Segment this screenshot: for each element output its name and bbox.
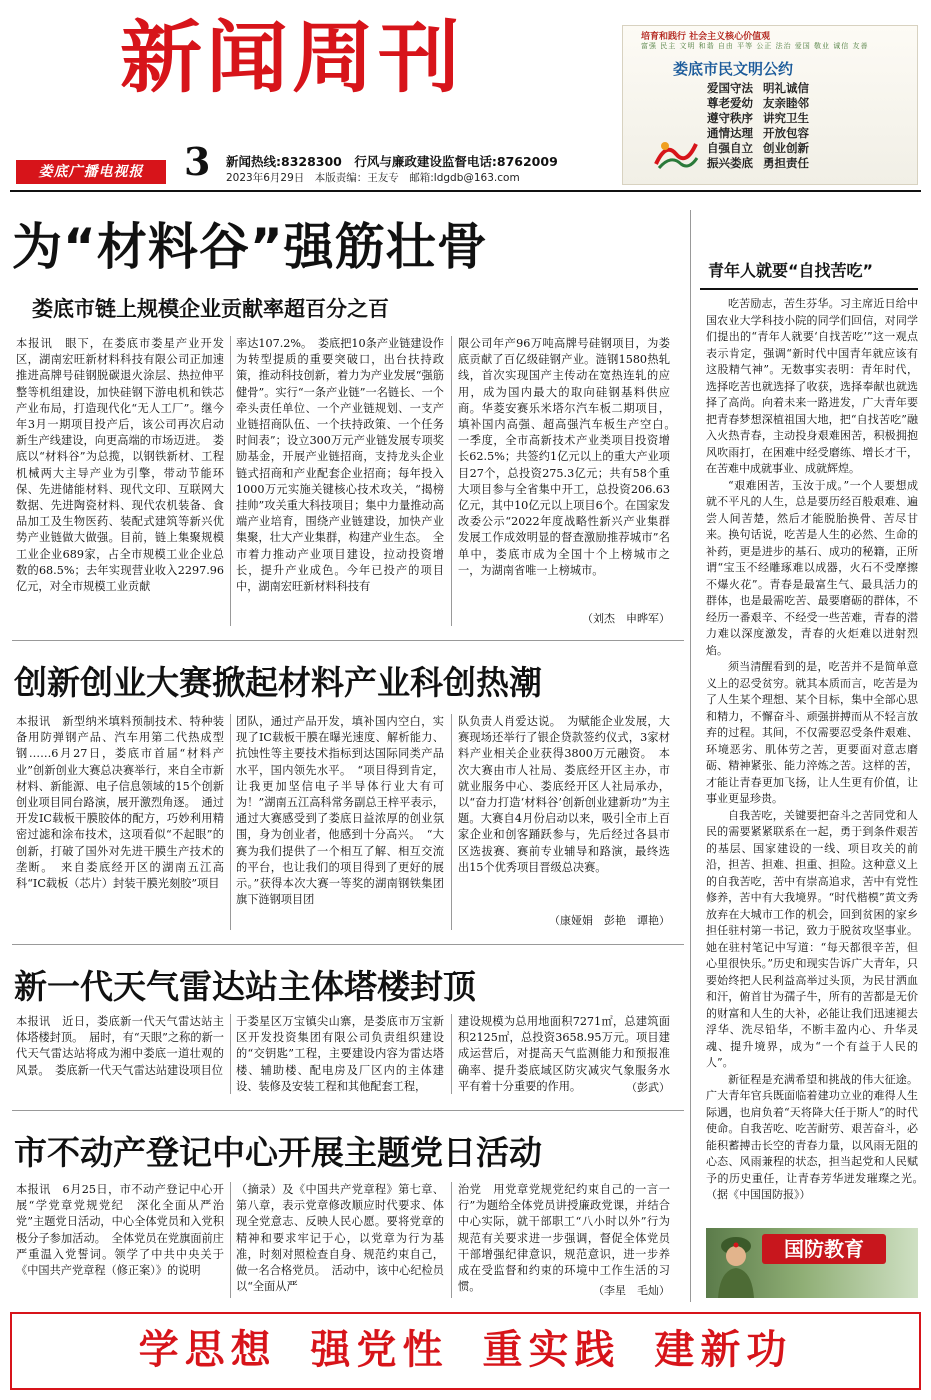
story2-col-3: 队负责人肖爱达说。 为赋能企业发展，大赛现场还举行了银企贷款签约仪式，3家材料产业相关企业获得3800万元融资。 本次大赛由市人社局、娄底经开区主办，市就业服务中心、娄底经开区人社局承办，以“奋力打造‘材料谷’创新创业建新功”为主题。大赛自4月份启动以来，吸引全市上百家企业和创客踊跃参与，先后经过各县市区选拔赛、赛前专业辅导和路演，最终选出15个优秀项目晋级总决赛。 <box>458 715 670 874</box>
story2-col-1: 本报讯 新型纳米填料预制技术、特种装备用防弹钢产品、汽车用第二代热成型钢……6月27日，娄底市首届“材料产业”创新创业大赛总决赛举行，来自全市新材料、新能源、电子信息领域的15个创新创业项目同台路演，展开激烈角逐。 通过开发IC载板干膜胶体的配方，巧妙利用精密过滤和涂布技术，这项看似“不起眼”的创新，打破了国外对先进干膜生产技术的垄断。 来自娄底经开区的湖南五江高科“IC载板（芯片）封装干膜光刻胶”项目 <box>16 715 224 891</box>
civic-convention-box <box>622 25 918 185</box>
civic-row: 遵守秩序 讲究卫生 <box>707 111 809 125</box>
section-divider <box>12 944 684 945</box>
core-values-slogan: 培育和践行 社会主义核心价值观 <box>641 32 771 42</box>
civic-convention-title: 娄底市民文明公约 <box>673 60 794 78</box>
column-paragraph: 吃苦励志，苦生芬华。习主席近日给中国农业大学科技小院的同学们回信，对同学们提出的“青年人就要‘自找苦吃’”这一观点表示肯定，强调“新时代中国青年就应该有这股精气神”。无数事实表明：青年时代，选择吃苦也就选择了收获，选择奉献也就选择了高尚。向着未来一路进发，广大青年要把青春梦想深植祖国大地，把“自找苦吃”融入火热青春，主动投身艰难困苦，积极拥抱风吹雨打，在困难中经受磨练、增长才干，在苦难中成就事业、成就辉煌。 <box>706 297 918 475</box>
civic-row: 尊老爱幼 友亲睦邻 <box>707 96 809 110</box>
hotlines: 新闻热线:8328300 行风与廉政建设监督电话:8762009 <box>226 154 558 169</box>
station-badge: 娄底广播电视报 <box>16 160 166 184</box>
column-divider <box>451 1182 452 1298</box>
story2-headline: 创新创业大赛掀起材料产业科创热潮 <box>14 663 542 702</box>
civic-row: 通情达理 开放包容 <box>707 126 809 140</box>
column-divider <box>230 1182 231 1298</box>
civic-convention-list <box>707 81 819 171</box>
story3-col-3: 建设规模为总用地面积7271㎡，总建筑面积2125㎡，总投资3658.95万元。项目建成运营后，对提高天气监测能力和预报准确率、提升娄底域区防灾减灾气象服务水平有着十分重要的作用。 <box>458 1015 670 1093</box>
column-divider <box>230 1014 231 1094</box>
story4-col-2: （摘录）及《中国共产党章程》第七章、第八章，表示党章修改顺应时代要求、体现全党意志、反映人民心愿。要将党章的精神和要求牢记于心，以党章为行为基准，时刻对照检查自身、规范约束自己，做一名合格党员。 活动中，该中心纪检员以“全面从严 <box>236 1183 444 1294</box>
column-divider <box>230 336 231 626</box>
lead-col-2: 率达107.2%。 娄底把10条产业链建设作为转型提质的重要突破口，出台扶持政策，推动科技创新，着力为产业发展“强筋健骨”。实行“一条产业链”一名链长、一个牵头责任单位、一个产业链规划、一支产业链招商队伍、一个扶持政策、一个任务时间表”；设立300万元产业链发展专项奖励基金，开展产业链招商，支持龙头企业链式招商和产业配套企业招商；每年投入1000万元实施关键核心技术攻关，“揭榜挂帅”攻关重大科技项目；集中力量推动高端产业培育，围绕产业链建设，加快产业集聚，壮大产业集群，构建产业生态。 全市着力推动产业项目建设，拉动投资增长，提升产业成色。今年已投产的项目中，湖南宏旺新材料科技有 <box>236 337 444 594</box>
masthead-rule <box>10 190 921 192</box>
column-paragraph: 自我苦吃，关键要把奋斗之苦同党和人民的需要紧紧联系在一起，勇于到条件艰苦的基层、国家建设的一线、项目攻关的前沿，担苦、担难、担重、担险。这种意义上的自我苦吃，苦中有崇高追求，苦中有党性修养，苦中有大我境界。“时代楷模”黄文秀放弃在大城市工作的机会，回到贫困的家乡担任驻村第一书记，致力于脱贫攻坚事业。她在驻村笔记中写道：“每天都很辛苦，但心里很快乐。”历史和现实告诉广大青年，只要始终把人民利益高举过头顶，为民甘洒血和汗，俯首甘为孺子牛，所有的苦都是无价的财富和人生的大补，必能让我们迅速褪去浮华、洗尽铅华，不断丰盈内心、升华灵魂、提升境界，成为“一个有益于人民的人”。 <box>706 808 918 1069</box>
story4-col-1: 本报讯 6月25日，市不动产登记中心开展“学党章党规党纪 深化全面从严治党”主题党日活动，中心全体党员和入党积极分子参加活动。 全体党员在党旗面前庄严重温入党誓词。领学了中共中央关于《中国共产党章程（修正案）》的说明 <box>16 1183 224 1278</box>
page-number: 3 <box>184 139 211 184</box>
issue-info: 2023年6月29日 本版责编：王友专 邮箱:ldgdb@163.com <box>226 172 520 184</box>
civic-row: 自强自立 创业创新 <box>707 141 809 155</box>
story3-col-2: 于娄星区万宝镇尖山寨，是娄底市万宝新区开发投资集团有限公司负责组织建设的“交钥匙”工程，主要建设内容为雷达塔楼、辅助楼、配电房及厂区内的主体建设、装修及安装工程和其他配套工程， <box>236 1015 444 1093</box>
section-divider <box>12 1110 684 1111</box>
column-paragraph: 须当清醒看到的是，吃苦并不是简单意义上的忍受贫穷。就其本质而言，吃苦是为了人生某个理想、某个目标，集中全部心思和精力，不懈奋斗、顽强拼搏而从不轻言放弃的过程。其间，不仅需要忍受条件艰难、环境恶劣、肌体劳之苦，更要面对意志磨砺、精神紧张、能力淬炼之苦。这样的苦，才能让青春更加飞扬，让人生更有价值，让事业更显珍贵。 <box>706 660 918 805</box>
section-divider <box>12 640 684 641</box>
story2-col-2: 团队，通过产品开发，填补国内空白，实现了IC载板干膜在曝光速度、解析能力、抗蚀性等主要技术指标到达国际同类产品水平，国内领先水平。 “项目得到肯定，让我更加坚信电子半导体行业大有可为！”湖南五江高科常务副总王梓平表示，通过大赛感受到了娄底日益浓厚的创业氛围，身为创业者，他感到十分高兴。 “大赛为我们提供了一个相互了解、相互交流的平台，也让我们的项目得到了更好的展示。”获得本次大赛一等奖的湖南钢铁集团旗下涟钢项目团 <box>236 715 444 907</box>
story4-byline: （李星 毛灿） <box>593 1284 670 1297</box>
national-defense-label: 国防教育 <box>762 1234 886 1264</box>
column-paragraph: 新征程是充满希望和挑战的伟大征途。广大青年官兵既面临着建功立业的难得人生际遇，也肩负着“天将降大任于斯人”的时代使命。自我苦吃、吃苦耐劳、艰苦奋斗，必能积蓄搏击长空的青春力量，以风雨无阻的心态、风雨兼程的状态，担当起党和人民赋予的历史重任，让青春芳华迸发璀璨之光。 （据《中国国防报》） <box>706 1072 929 1201</box>
column-divider <box>451 336 452 626</box>
column-body <box>706 296 929 1218</box>
footer-slogan: 学思想 强党性 重实践 建新功 <box>138 1327 793 1373</box>
lead-byline: （刘杰 申晔军） <box>582 612 670 625</box>
column-divider <box>451 714 452 930</box>
column-paragraph: “艰难困苦，玉汝于成。”一个人要想成就不平凡的人生，总是要历经百般艰难、遍尝人间苦楚，然后才能脱胎换骨、苦尽甘来。换句话说，吃苦是人生的必然、生命的补药，更是进步的基石、成功的秘籍，正所谓“宝玉不经雕琢难以成器，火石不受摩擦不爆火花”。青春是最富生气、最具活力的群体，也是最需吃苦、最要磨砺的群体，不经历一番艰辛、不经受一些苦难，青春的潜力难以深度激发，青春的火炬难以迸射烈焰。 <box>706 478 918 657</box>
story3-byline: （彭武） <box>626 1081 670 1094</box>
column-divider <box>451 1014 452 1094</box>
lead-col-3: 限公司年产96万吨高牌号硅钢项目，为娄底贡献了百亿级硅钢产业。涟钢1580热轧线，首次实现国产主传动在宽热连轧的应用，成为国内最大的取向硅钢基料供应商。华菱安赛乐米塔尔汽车板二期项目，填补国内高强、超高强汽车板生产空白。 一季度，全市高新技术产业类项目投资增长62.5%；共签约1亿元以上的重大产业项目27个，总投资275.3亿元；共有58个重大项目参与全省集中开工，总投资206.63亿元，其中10亿元以上项目6个。在国家发改委公示“2022年度战略性新兴产业集群发展工作成效明显的督查激励推荐城市”名单中，娄底市成为全国十个上榜城市之一，为湖南省唯一上榜城市。 <box>458 337 682 577</box>
core-values-list: 富强 民主 文明 和谐 自由 平等 公正 法治 爱国 敬业 诚信 友善 <box>641 42 869 50</box>
lead-col-1: 本报讯 眼下，在娄底市娄星产业开发区，湖南宏旺新材料科技有限公司正加速推进高牌号硅钢脱碳退火涂层、热拉伸平整等机组建设，加快硅钢下游电机和铁芯产业布局，打造现代化“无人工厂”。继今年3月一期项目投产后，该公司再次启动新生产线建设，向更高端的市场迈进。 娄底以“材料谷”为总揽，以钢铁新材、工程机械两大主导产业为引擎，带动节能环保、先进储能材料、现代文印、互联网大数据、先进陶瓷材料、现代农机装备、食品加工及生物医药、装配式建筑等新兴优势产业链做大做强。目前，链上集聚规模工业企业689家，占全市规模工业企业总数的68.5%；去年实现营业收入2297.96亿元，对全市规模工业贡献 <box>16 337 224 594</box>
national-defense-banner <box>706 1228 918 1298</box>
civic-emblem-icon <box>651 134 701 176</box>
civic-row: 振兴娄底 勇担责任 <box>707 156 809 170</box>
soldier-icon <box>710 1232 762 1298</box>
story3-headline: 新一代天气雷达站主体塔楼封顶 <box>14 967 476 1006</box>
story4-headline: 市不动产登记中心开展主题党日活动 <box>14 1133 542 1172</box>
civic-row: 爱国守法 明礼诚信 <box>707 81 809 95</box>
story2-byline: （康娅娟 彭艳 谭艳） <box>549 914 670 927</box>
lead-subheadline: 娄底市链上规模企业贡献率超百分之百 <box>32 297 389 321</box>
masthead-title: 新闻周刊 <box>120 13 465 104</box>
column-divider <box>690 210 691 1302</box>
column-headline: 青年人就要“自找苦吃” <box>708 261 874 280</box>
story4-col-3: 治党 用党章党规党纪约束自己的一言一行”为题给全体党员讲授廉政党课，并结合中心实际，就干部职工“八小时以外”行为规范有关要求进一步强调，督促全体党员干部增强纪律意识，规范意识，进一步养成在受监督和约束的环境中工作生活的习惯。 <box>458 1183 670 1294</box>
column-headline-rule <box>700 288 918 290</box>
story3-col-1: 本报讯 近日，娄底新一代天气雷达站主体塔楼封顶。 届时，有“天眼”之称的新一代天气雷达站将成为湘中娄底一道壮观的风景。 娄底新一代天气雷达站建设项目位 <box>16 1015 224 1077</box>
lead-headline: 为“材料谷”强筋壮骨 <box>12 218 488 276</box>
column-divider <box>230 714 231 930</box>
